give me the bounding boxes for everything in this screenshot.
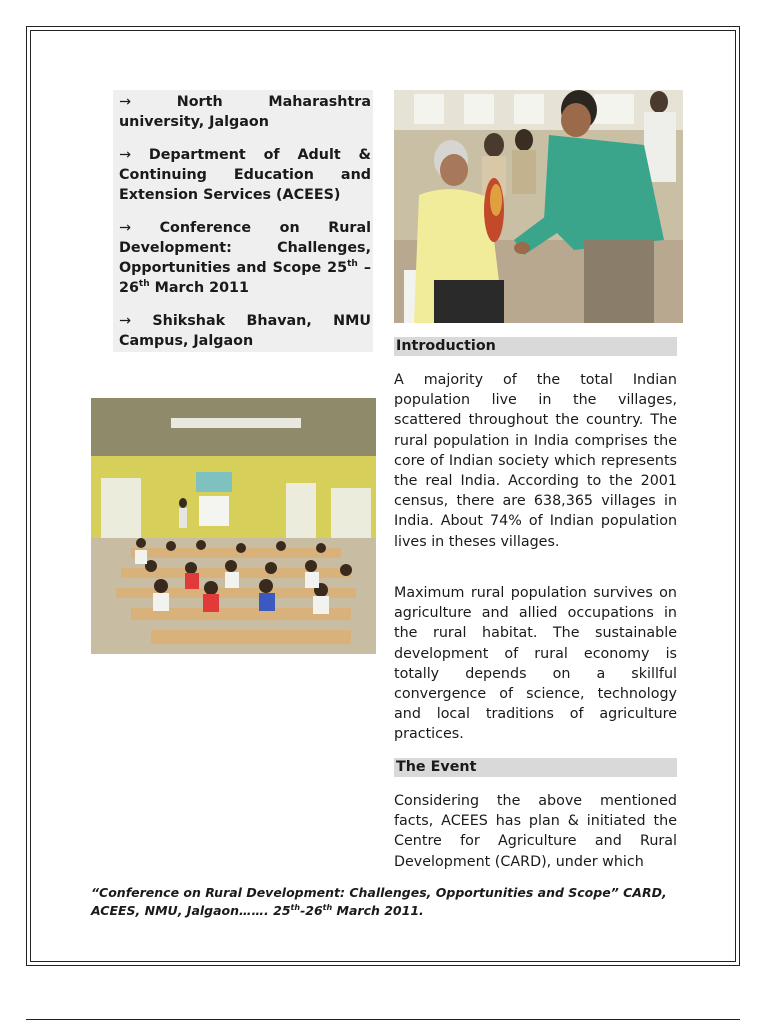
introduction-paragraph-1: A majority of the total Indian population live in the villages, scattered throughout the country. The rural population in India comprises the core of Indian society which represents the real India. According to the 2001 census, there are 638,365 villages in India. About 74% of Indian population lives in theses villages. (394, 372, 677, 550)
photo-felicitation-image (394, 90, 683, 323)
photo-conference-hall-image (91, 398, 376, 654)
info-item-conference-date-end: March 2011 (149, 280, 249, 296)
superscript: th (322, 902, 333, 912)
event-paragraph-1: Considering the above mentioned facts, ACEES has plan & initiated the Centre for Agriculture and Rural Development (CARD), under which (394, 793, 677, 870)
introduction-paragraph-2: Maximum rural population survives on agriculture and allied occupations in the rural habitat. The sustainable development of rural economy is totally depends on a skillful convergence of science, technology and local traditions of agriculture practices. (394, 585, 677, 743)
footer-caption-date-mid: -26 (300, 902, 323, 918)
info-item-conference-text: Conference on Rural Development: Challenges, Opportunities and Scope 25 (119, 220, 371, 276)
superscript: th (347, 259, 358, 270)
event-info-box (113, 90, 373, 352)
footer-caption (91, 884, 676, 919)
footer-caption-date-end: March 2011. (332, 902, 424, 918)
event-heading: The Event (394, 758, 677, 777)
arrow-icon: → (119, 313, 131, 329)
info-item-venue-text: Shikshak Bhavan, NMU Campus, Jalgaon (119, 313, 371, 349)
arrow-icon: → (119, 220, 131, 236)
photo-felicitation (394, 90, 683, 323)
next-page-edge (26, 1019, 740, 1020)
info-item-university-text: North Maharashtra university, Jalgaon (119, 94, 372, 130)
info-item-department (119, 145, 371, 205)
arrow-icon: → (119, 94, 131, 110)
photo-conference-hall (91, 398, 376, 654)
info-item-department-text: Department of Adult & Continuing Education and Extension Services (ACEES) (119, 147, 371, 203)
superscript: th (290, 902, 301, 912)
info-item-university (119, 92, 371, 132)
introduction-heading: Introduction (394, 337, 677, 356)
arrow-icon: → (119, 147, 131, 163)
footer-caption-text: “Conference on Rural Development: Challenges, Opportunities and Scope” CARD, ACEES, NMU, Jalgaon……. 25 (91, 885, 667, 918)
info-item-venue (119, 311, 371, 351)
superscript: th (138, 279, 150, 290)
info-item-conference (119, 218, 371, 298)
info-item-conference-date-mid: – 26 (119, 260, 371, 296)
